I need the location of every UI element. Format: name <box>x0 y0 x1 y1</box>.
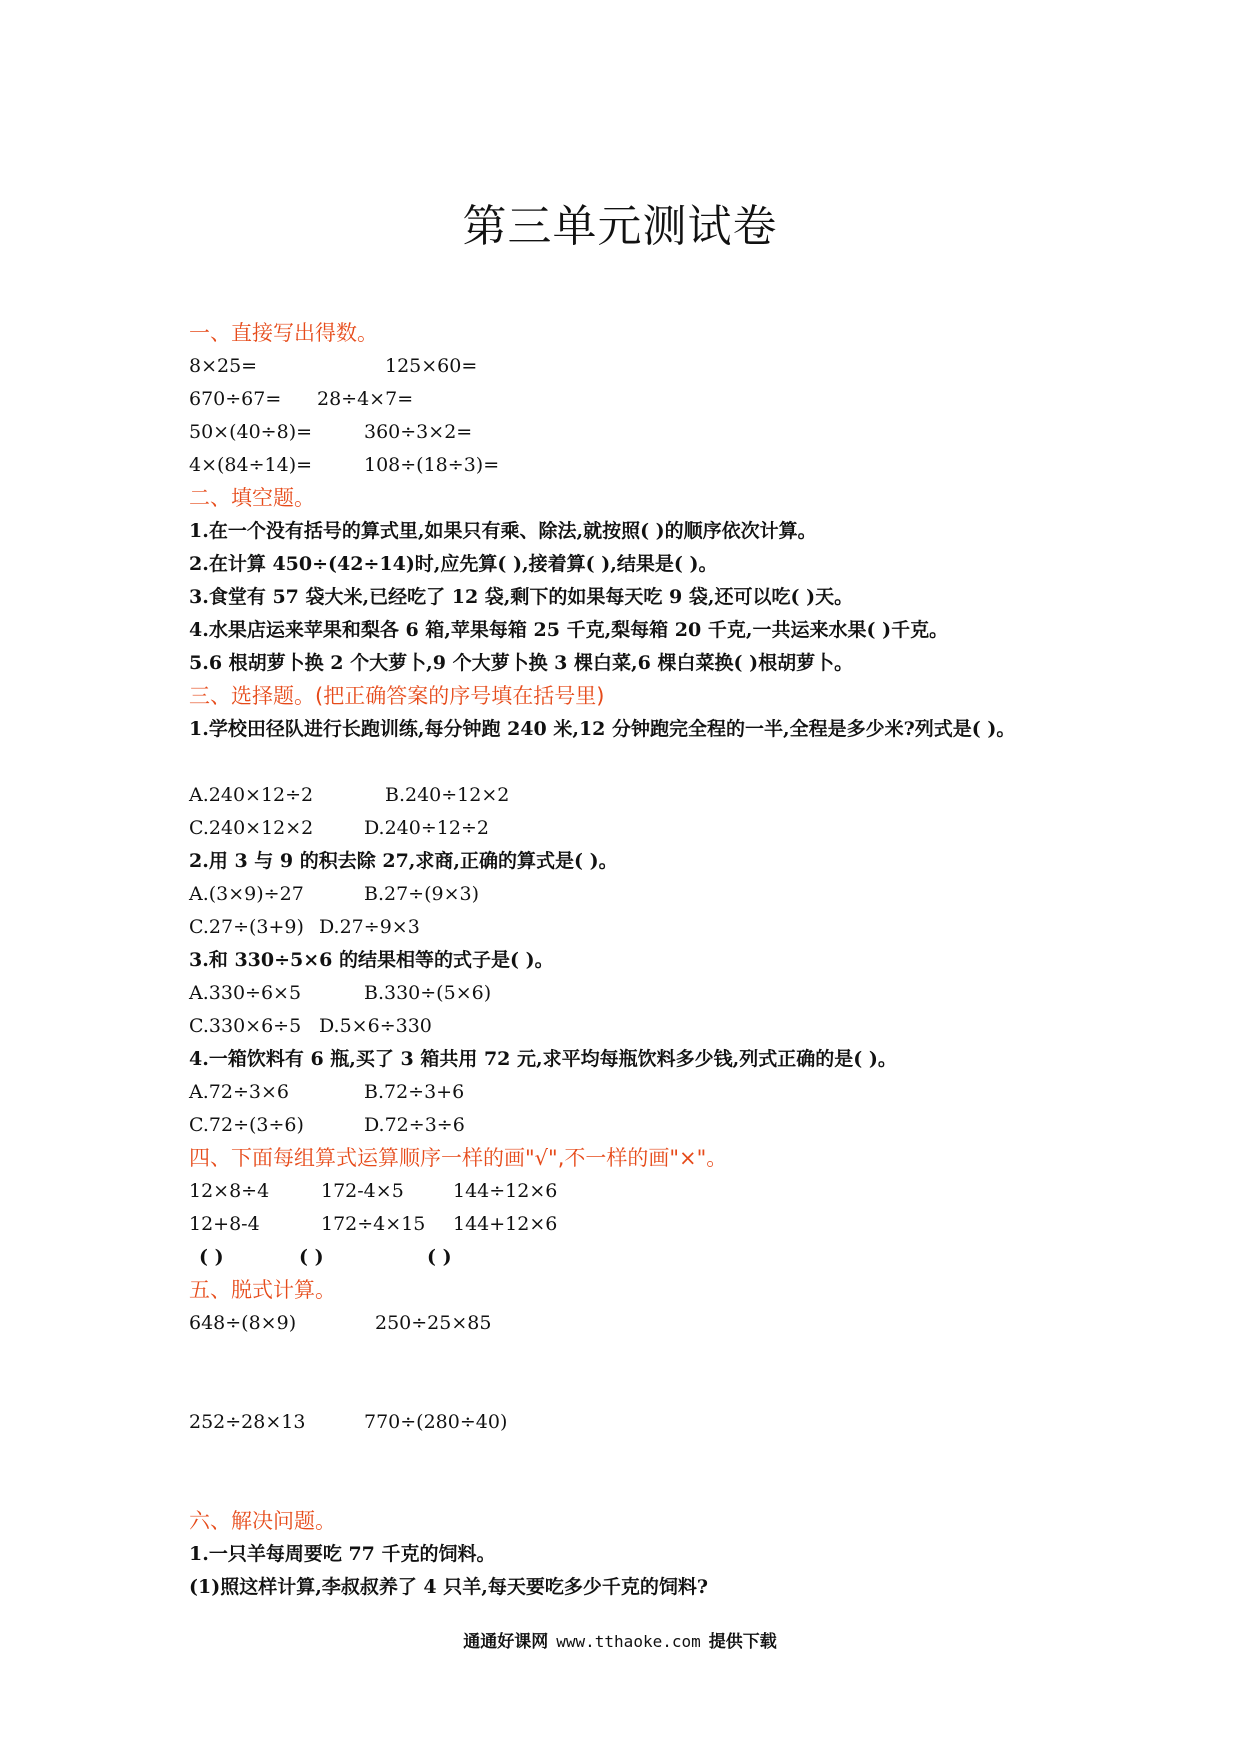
section-3-heading: 三、选择题。(把正确答案的序号填在括号里) <box>189 684 605 708</box>
option-row <box>189 878 1069 911</box>
expression: 144+12×6 <box>453 1213 558 1235</box>
expression-row <box>189 1208 1069 1241</box>
option-row <box>189 977 1069 1010</box>
section-2-heading: 二、填空题。 <box>189 486 315 510</box>
choice-question: 4.一箱饮料有 6 瓶,买了 3 箱共用 72 元,求平均每瓶饮料多少钱,列式正确的是( )。 <box>189 1048 897 1070</box>
choice-question: 1.学校田径队进行长跑训练,每分钟跑 240 米,12 分钟跑完全程的一半,全程是多少米?列式是( )。 <box>189 718 1016 740</box>
page-title: 第三单元测试卷 <box>462 201 778 252</box>
expression: 252÷28×13 <box>189 1411 306 1433</box>
calc-item: 670÷67= <box>189 388 282 410</box>
option: D.27÷9×3 <box>319 916 420 938</box>
option: B.330÷(5×6) <box>364 982 492 1004</box>
option: B.240÷12×2 <box>385 784 510 806</box>
calc-row <box>189 350 1069 383</box>
page-footer <box>0 1627 1240 1652</box>
option: A.240×12÷2 <box>189 784 314 806</box>
section-4-heading: 四、下面每组算式运算顺序一样的画"√",不一样的画"×"。 <box>189 1146 728 1170</box>
expression-row <box>189 1175 1069 1208</box>
option: A.72÷3×6 <box>189 1081 289 1103</box>
expression: 250÷25×85 <box>375 1312 492 1334</box>
option: D.72÷3÷6 <box>364 1114 465 1136</box>
calc-item: 360÷3×2= <box>364 421 473 443</box>
expression: 172÷4×15 <box>321 1213 426 1235</box>
section-6-heading: 六、解决问题。 <box>189 1509 336 1533</box>
work-space[interactable] <box>189 1439 1069 1505</box>
expression-row <box>189 1406 1069 1439</box>
calc-row <box>189 416 1069 449</box>
option: A.330÷6×5 <box>189 982 302 1004</box>
option-row <box>189 1010 1069 1043</box>
work-space[interactable] <box>189 1340 1069 1406</box>
expression-row <box>189 1307 1069 1340</box>
option: C.330×6÷5 <box>189 1015 302 1037</box>
option-row <box>189 1076 1069 1109</box>
answer-blank[interactable]: ( ) <box>299 1246 324 1268</box>
fill-blank-question: 3.食堂有 57 袋大米,已经吃了 12 袋,剩下的如果每天吃 9 袋,还可以吃( )天。 <box>189 586 854 608</box>
expression: 12×8÷4 <box>189 1180 270 1202</box>
calc-item: 50×(40÷8)= <box>189 421 313 443</box>
worksheet-content <box>189 317 1069 1604</box>
option-row <box>189 1109 1069 1142</box>
option: C.72÷(3÷6) <box>189 1114 304 1136</box>
answer-blank[interactable]: ( ) <box>199 1246 224 1268</box>
calc-item: 4×(84÷14)= <box>189 454 313 476</box>
option: B.27÷(9×3) <box>364 883 480 905</box>
answer-blank[interactable]: ( ) <box>427 1246 452 1268</box>
choice-question: 2.用 3 与 9 的积去除 27,求商,正确的算式是( )。 <box>189 850 618 872</box>
option: D.240÷12÷2 <box>364 817 489 839</box>
expression: 770÷(280÷40) <box>364 1411 508 1433</box>
expression: 172-4×5 <box>321 1180 404 1202</box>
option-row <box>189 779 1069 812</box>
option-row <box>189 911 1069 944</box>
option: B.72÷3+6 <box>364 1081 465 1103</box>
calc-row <box>189 449 1069 482</box>
expression: 144÷12×6 <box>453 1180 558 1202</box>
footer-site-name: 通通好课网 <box>463 1632 549 1652</box>
expression: 12+8-4 <box>189 1213 260 1235</box>
expression: 648÷(8×9) <box>189 1312 297 1334</box>
problem-question: 1.一只羊每周要吃 77 千克的饲料。 <box>189 1543 496 1565</box>
calc-item: 8×25= <box>189 355 258 377</box>
calc-row <box>189 383 1069 416</box>
calc-item: 108÷(18÷3)= <box>364 454 500 476</box>
option: C.240×12×2 <box>189 817 314 839</box>
calc-item: 28÷4×7= <box>317 388 414 410</box>
fill-blank-question: 1.在一个没有括号的算式里,如果只有乘、除法,就按照( )的顺序依次计算。 <box>189 520 817 542</box>
option-row <box>189 812 1069 845</box>
section-1-heading: 一、直接写出得数。 <box>189 321 378 345</box>
fill-blank-question: 5.6 根胡萝卜换 2 个大萝卜,9 个大萝卜换 3 棵白菜,6 棵白菜换( )根胡萝卜。 <box>189 652 854 674</box>
fill-blank-question: 2.在计算 450÷(42÷14)时,应先算( ),接着算( ),结果是( )。 <box>189 553 718 575</box>
option: C.27÷(3+9) <box>189 916 304 938</box>
section-5-heading: 五、脱式计算。 <box>189 1278 336 1302</box>
option: D.5×6÷330 <box>319 1015 432 1037</box>
calc-item: 125×60= <box>385 355 478 377</box>
footer-download-text: 提供下载 <box>708 1632 777 1652</box>
footer-url[interactable]: www.tthaoke.com <box>556 1632 701 1651</box>
fill-blank-question: 4.水果店运来苹果和梨各 6 箱,苹果每箱 25 千克,梨每箱 20 千克,一共运来水果( )千克。 <box>189 619 949 641</box>
problem-subquestion: (1)照这样计算,李叔叔养了 4 只羊,每天要吃多少千克的饲料? <box>189 1576 709 1598</box>
option: A.(3×9)÷27 <box>189 883 304 905</box>
answer-row <box>189 1241 1069 1274</box>
choice-question: 3.和 330÷5×6 的结果相等的式子是( )。 <box>189 949 554 971</box>
